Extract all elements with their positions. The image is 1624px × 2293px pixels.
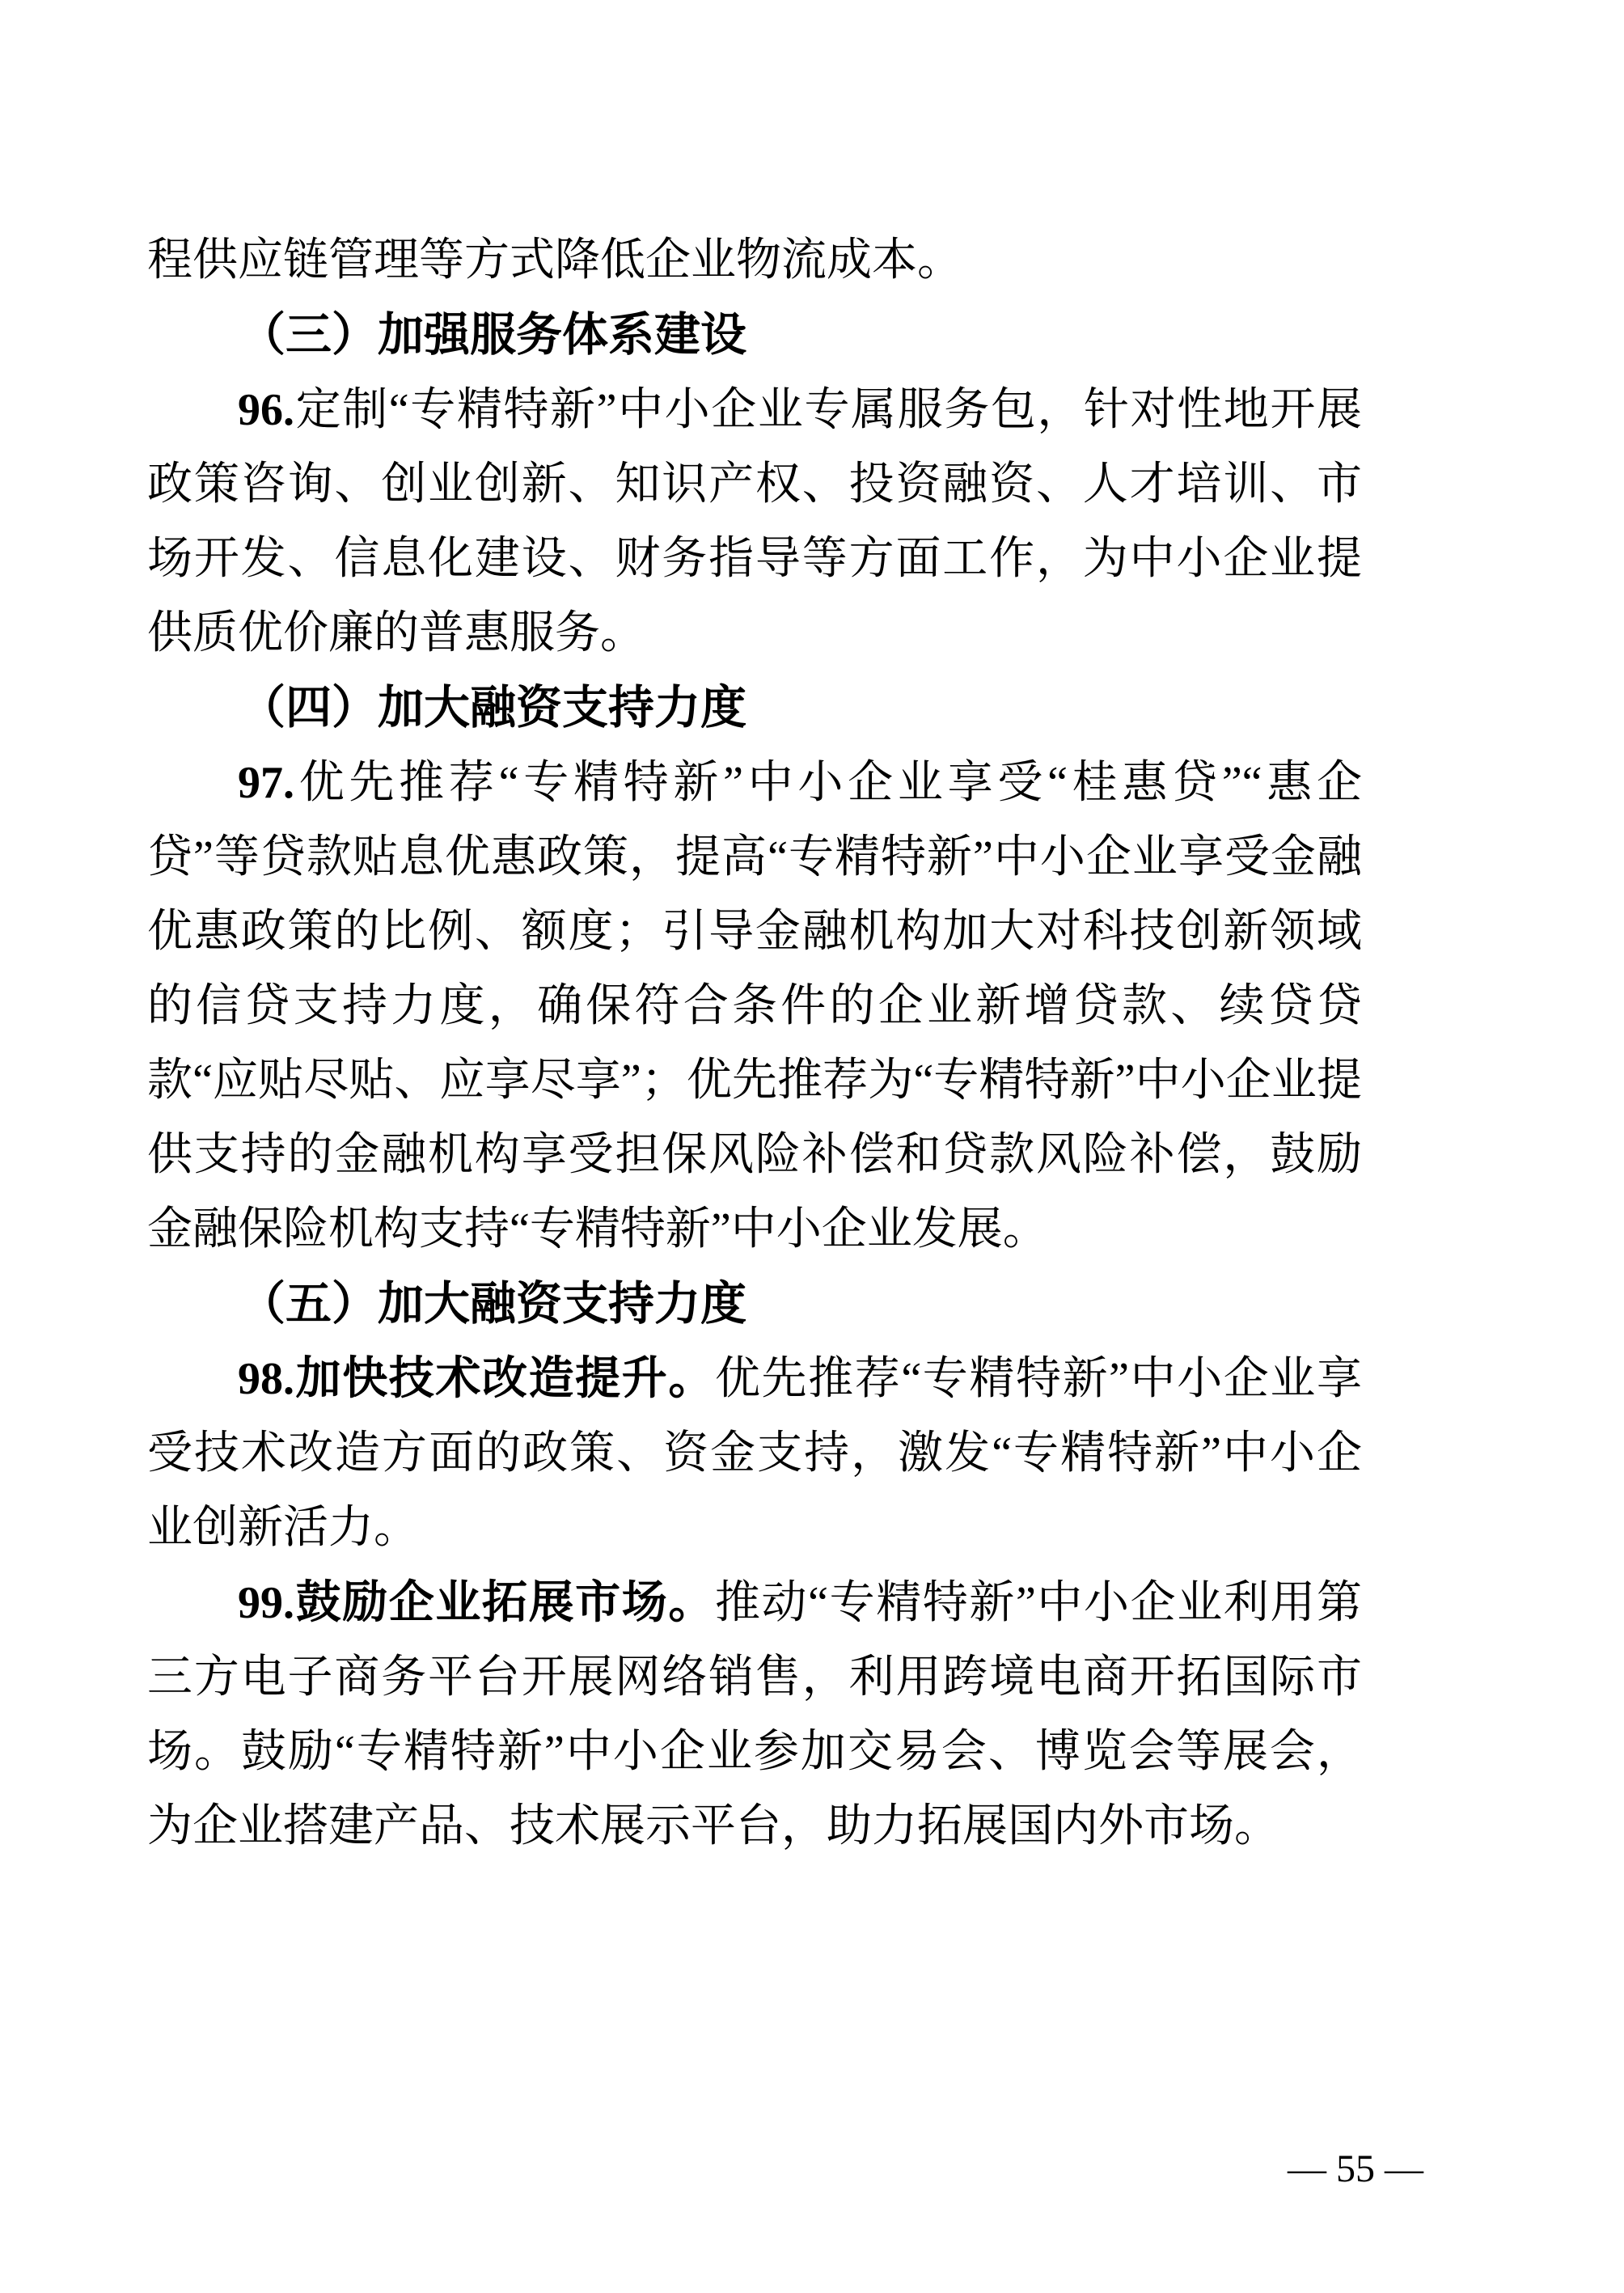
item-lead-99: 鼓励企业拓展市场。: [294, 1576, 715, 1627]
item-number-99: 99.: [238, 1578, 294, 1628]
paragraph-96: [147, 372, 1362, 671]
section-heading-3: （三）加强服务体系建设: [239, 309, 746, 361]
item-number-96: 96.: [238, 385, 294, 435]
item-number-97: 97.: [238, 758, 294, 808]
item-lead-98: 加快技术改造提升。: [294, 1352, 715, 1403]
paragraph-97: [147, 745, 1362, 1267]
item-number-98: 98.: [238, 1354, 294, 1404]
item-text-97: 优先推荐“专精特新”中小企业享受“桂惠贷”“惠企贷”等贷款贴息优惠政策，提高“专精特新”中小企业享受金融优惠政策的比例、额度；引导金融机构加大对科技创新领域的信贷支持力度，确保符合条件的企业新增贷款、续贷贷款“应贴尽贴、应享尽享”；优先推荐为“专精特新”中小企业提供支持的金融机构享受担保风险补偿和贷款风险补偿，鼓励金融保险机构支持“专精特新”中小企业发展。: [147, 758, 1362, 1254]
section-heading-5: （五）加大融资支持力度: [239, 1278, 746, 1330]
document-body: [147, 223, 1362, 1864]
section-heading-4: （四）加大融资支持力度: [239, 682, 746, 734]
paragraph-text: 程供应链管理等方式降低企业物流成本。: [147, 235, 962, 286]
item-text-96: 定制“专精特新”中小企业专属服务包，针对性地开展政策咨询、创业创新、知识产权、投资融资、人才培训、市场开发、信息化建设、财务指导等方面工作，为中小企业提供质优价廉的普惠服务。: [147, 385, 1362, 658]
page-number: — 55 —: [1288, 2147, 1423, 2190]
item-text-99: 推动“专精特新”中小企业利用第三方电子商务平台开展网络销售，利用跨境电商开拓国际市场。鼓励“专精特新”中小企业参加交易会、博览会等展会，为企业搭建产品、技术展示平台，助力拓展国内外市场。: [147, 1578, 1362, 1851]
paragraph-98: [147, 1341, 1362, 1565]
paragraph-continuation: [147, 223, 1362, 298]
item-text-98: 优先推荐“专精特新”中小企业享受技术改造方面的政策、资金支持，激发“专精特新”中小企业创新活力。: [147, 1354, 1362, 1553]
paragraph-99: [147, 1565, 1362, 1864]
